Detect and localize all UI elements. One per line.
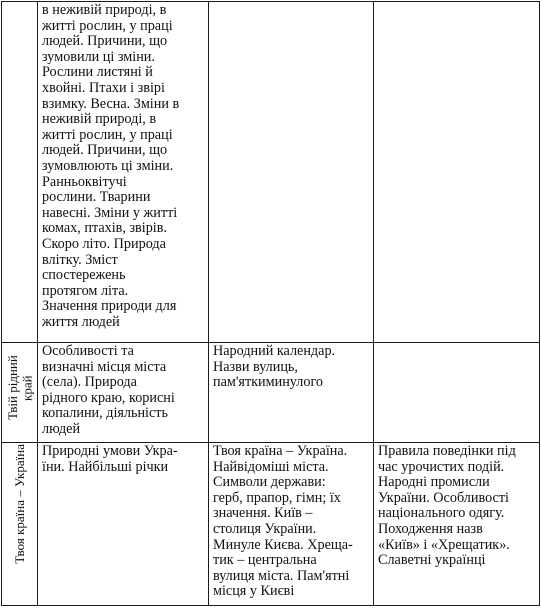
- cell-text-line: копалини, діяльність: [42, 405, 168, 422]
- cell-text-line: рослини. Тварини: [42, 189, 151, 206]
- cell-text-line: тик – центральна: [213, 552, 317, 569]
- cell-text-line: Народні промисли: [378, 474, 490, 491]
- cell-text-line: людей. Причини, що: [42, 142, 168, 159]
- table-row: [2, 2, 540, 343]
- cell-text-line: столиця України.: [213, 520, 317, 537]
- cell-text-line: (села). Природа: [42, 374, 137, 391]
- row-label-text: Твоя країна – Україна: [11, 444, 27, 564]
- cell-text-line: рідного краю, корисні: [42, 389, 175, 406]
- row-label-ukraine: [2, 443, 38, 606]
- cell-text-line: Походження назв: [378, 520, 483, 537]
- cell-text-line: Скоро літо. Природа: [42, 235, 166, 252]
- cell-text-line: України. Особливості: [378, 489, 509, 506]
- cell-text-line: Значення природи для: [42, 298, 177, 315]
- cell-text-line: людей: [42, 420, 81, 437]
- cell-text-line: Славетні українці: [378, 552, 486, 569]
- cell-text-line: час урочистих подій.: [378, 458, 505, 475]
- cell-text-line: Рослини листяні й: [42, 64, 153, 81]
- cell-text-line: в неживій природі, в: [42, 2, 167, 18]
- cell-text-line: Правила поведінки під: [378, 443, 516, 459]
- cell-text-line: протягом літа.: [42, 282, 129, 299]
- cell-text-line: Природні умови Укра-: [42, 443, 178, 459]
- table-cell: [374, 343, 540, 443]
- row-label-text: [6, 344, 35, 432]
- row-label-line: Твій рідний: [5, 355, 20, 421]
- cell-text-line: значення. Київ –: [213, 505, 313, 522]
- table-cell: [209, 2, 374, 343]
- table-cell: [374, 2, 540, 343]
- cell-text-line: влітку. Зміст: [42, 251, 118, 268]
- cell-text-line: Найвідоміші міста.: [213, 458, 329, 475]
- cell-text-line: їни. Найбільші річки: [42, 458, 169, 475]
- cell-text-line: навесні. Зміни у житті: [42, 204, 178, 221]
- cell-text-line: місця у Києві: [213, 583, 295, 600]
- cell-text-line: вулиця міста. Пам'ятні: [213, 567, 350, 584]
- cell-text-line: визначні місця міста: [42, 358, 167, 375]
- table-cell: [38, 2, 209, 343]
- cell-text-line: Ранньоквітучі: [42, 173, 127, 190]
- row-label-empty: [2, 2, 38, 343]
- table-cell: [209, 443, 374, 606]
- cell-text-line: неживій природі, в: [42, 111, 157, 128]
- cell-text-line: Народний календар.: [213, 343, 336, 359]
- cell-text-line: Символи держави:: [213, 474, 326, 491]
- cell-text-line: спостережень: [42, 267, 126, 284]
- cell-text-line: Назви вулиць,: [213, 358, 298, 375]
- table-row: [2, 443, 540, 606]
- cell-text-line: життя людей: [42, 313, 120, 330]
- cell-text-line: Минуле Києва. Хреща-: [213, 536, 353, 553]
- table-cell: [209, 343, 374, 443]
- cell-text-line: зумовили ці зміни.: [42, 48, 155, 65]
- cell-text-line: герб, прапор, гімн; їх: [213, 489, 341, 506]
- cell-text-line: хвойні. Птахи і звірі: [42, 79, 165, 96]
- row-label-rідний-край: [2, 343, 38, 443]
- table-row: [2, 343, 540, 443]
- cell-text-line: пам'яткиминулого: [213, 374, 324, 391]
- table-cell: [38, 343, 209, 443]
- cell-text-line: зумовлюють ці зміни.: [42, 157, 174, 174]
- cell-text-line: Особливості та: [42, 343, 134, 359]
- cell-text-line: Твоя країна – Україна.: [213, 443, 348, 459]
- cell-text-line: національного одягу.: [378, 505, 505, 522]
- table-cell: [374, 443, 540, 606]
- cell-text-line: житті рослин, у праці: [42, 126, 173, 143]
- table-cell: [38, 443, 209, 606]
- cell-text-line: комах, птахів, звірів.: [42, 220, 167, 237]
- cell-text-line: житті рослин, у праці: [42, 17, 173, 34]
- cell-text-line: людей. Причини, що: [42, 33, 168, 50]
- cell-text-line: взимку. Весна. Зміни в: [42, 95, 180, 112]
- curriculum-table: [1, 1, 540, 606]
- row-label-line: край: [19, 375, 35, 401]
- cell-text-line: «Київ» і «Хрещатик».: [378, 536, 510, 553]
